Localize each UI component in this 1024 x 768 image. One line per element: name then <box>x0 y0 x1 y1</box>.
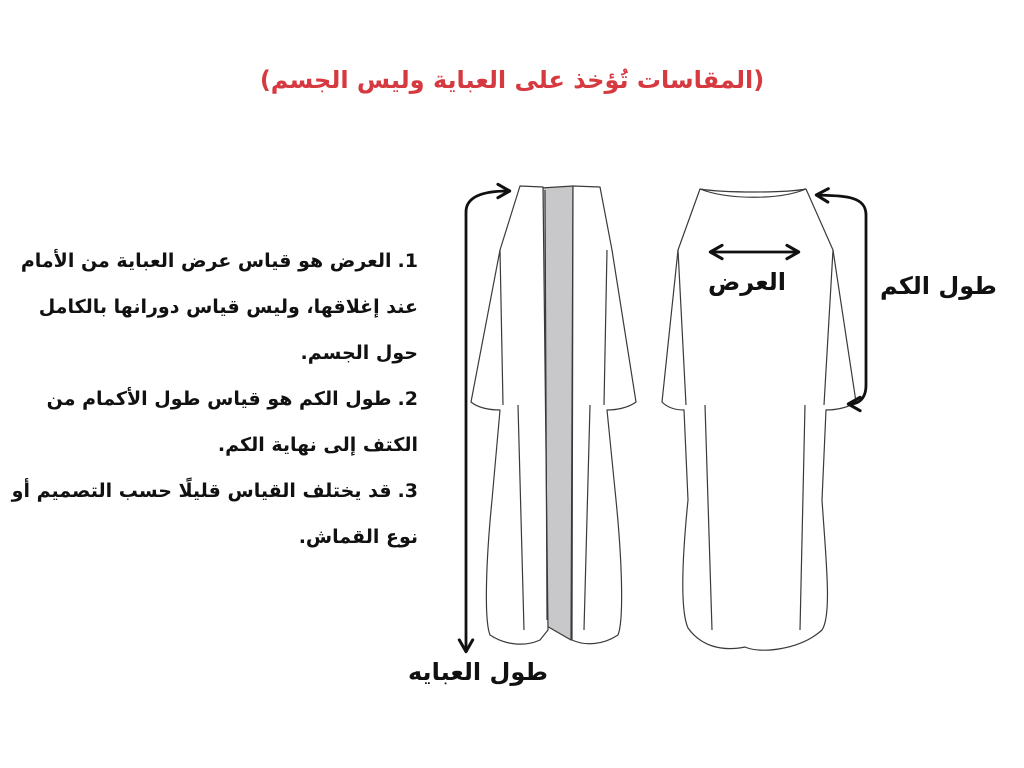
abaya-body <box>662 189 856 650</box>
note-text: طول الكم هو قياس طول الأكمام من الكتف إلى نهاية الكم. <box>46 388 418 456</box>
closed-abaya-drawing <box>662 189 856 650</box>
sleeve-length-label: طول الكم <box>880 272 997 300</box>
abaya-left-panel <box>471 186 548 644</box>
note-text: العرض هو قياس عرض العباية من الأمام عند إغلاقها، وليس قياس دورانها بالكامل حول الجسم. <box>20 250 418 364</box>
note-text: قد يختلف القياس قليلًا حسب التصميم أو نوع القماش. <box>11 480 418 548</box>
abaya-right-panel <box>572 186 636 644</box>
open-abaya-drawing <box>471 186 636 644</box>
note-number: 3. <box>397 480 418 502</box>
abaya-length-label: طول العبايه <box>408 658 548 686</box>
width-label: العرض <box>708 268 786 296</box>
note-number: 2. <box>397 388 418 410</box>
page-title: (المقاسات تُؤخذ على العباية وليس الجسم) <box>259 66 765 94</box>
note-number: 1. <box>397 250 418 272</box>
